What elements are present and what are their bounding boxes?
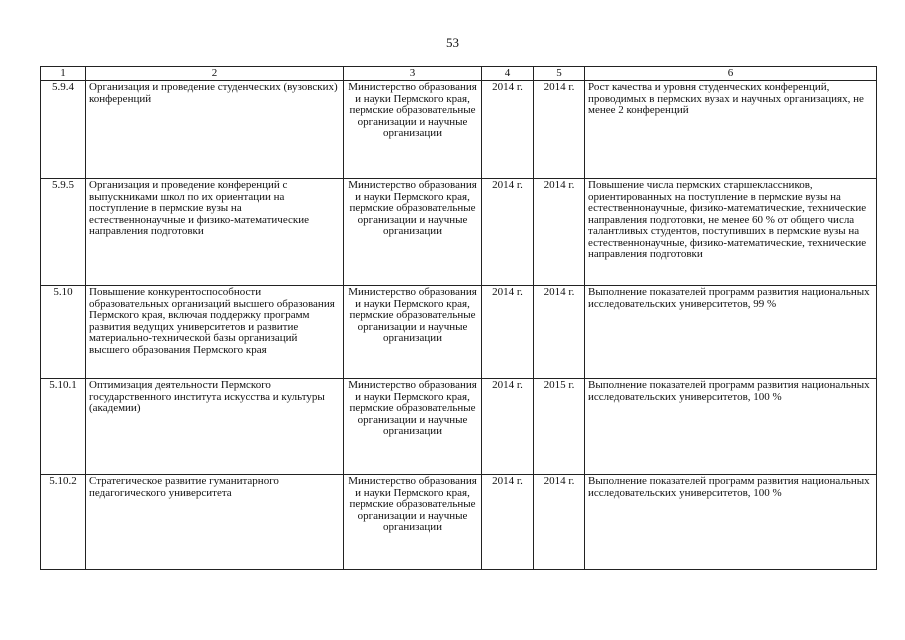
item-result: Выполнение показателей программ развития национальных исследовательских университетов, 99 % (585, 286, 877, 379)
item-end-year: 2015 г. (534, 379, 585, 475)
item-name: Организация и проведение конференций с выпускниками школ по их ориентации на поступление в пермские вузы на естественнонаучные и физико-математические направления подготовки (86, 179, 344, 286)
activities-table (40, 66, 877, 570)
item-start-year: 2014 г. (482, 81, 534, 179)
item-number: 5.10.2 (41, 475, 86, 570)
column-header-6: 6 (585, 67, 877, 81)
column-header-5: 5 (534, 67, 585, 81)
item-result: Выполнение показателей программ развития национальных исследовательских университетов, 100 % (585, 379, 877, 475)
item-end-year: 2014 г. (534, 179, 585, 286)
item-result: Рост качества и уровня студенческих конференций, проводимых в пермских вузах и научных организациях, не менее 2 конференций (585, 81, 877, 179)
column-header-2: 2 (86, 67, 344, 81)
header-row (41, 67, 877, 81)
table-row (41, 286, 877, 379)
item-result: Повышение числа пермских старшеклассников, ориентированных на поступление в пермские вузы на естественнонаучные, физико-математические, технические направления подготовки, не менее 60 % от общего числа талантливых студентов, поступивших в пермские вузы на естественнонаучные, физико-математические, технические направления подготовки (585, 179, 877, 286)
item-organization: Министерство образования и науки Пермского края, пермские образовательные организации и научные организации (344, 286, 482, 379)
column-header-3: 3 (344, 67, 482, 81)
item-result: Выполнение показателей программ развития национальных исследовательских университетов, 100 % (585, 475, 877, 570)
item-name: Оптимизация деятельности Пермского государственного института искусства и культуры (академии) (86, 379, 344, 475)
item-organization: Министерство образования и науки Пермского края, пермские образовательные организации и научные организации (344, 179, 482, 286)
table-row (41, 179, 877, 286)
item-start-year: 2014 г. (482, 286, 534, 379)
item-start-year: 2014 г. (482, 379, 534, 475)
item-end-year: 2014 г. (534, 81, 585, 179)
item-end-year: 2014 г. (534, 286, 585, 379)
item-organization: Министерство образования и науки Пермского края, пермские образовательные организации и научные организации (344, 379, 482, 475)
item-organization: Министерство образования и науки Пермского края, пермские образовательные организации и научные организации (344, 81, 482, 179)
item-name: Организация и проведение студенческих (вузовских) конференций (86, 81, 344, 179)
item-end-year: 2014 г. (534, 475, 585, 570)
table-row (41, 81, 877, 179)
item-organization: Министерство образования и науки Пермского края, пермские образовательные организации и научные организации (344, 475, 482, 570)
item-start-year: 2014 г. (482, 179, 534, 286)
table-row (41, 475, 877, 570)
table-row (41, 379, 877, 475)
page-number: 53 (446, 35, 459, 50)
item-start-year: 2014 г. (482, 475, 534, 570)
item-number: 5.9.4 (41, 81, 86, 179)
column-header-4: 4 (482, 67, 534, 81)
item-name: Стратегическое развитие гуманитарного педагогического университета (86, 475, 344, 570)
item-number: 5.10.1 (41, 379, 86, 475)
item-number: 5.9.5 (41, 179, 86, 286)
item-name: Повышение конкурентоспособности образовательных организаций высшего образования Пермского края, включая поддержку программ развития ведущих университетов и развитие материально-технической базы организаций высшего образования Пермского края (86, 286, 344, 379)
item-number: 5.10 (41, 286, 86, 379)
column-header-1: 1 (41, 67, 86, 81)
